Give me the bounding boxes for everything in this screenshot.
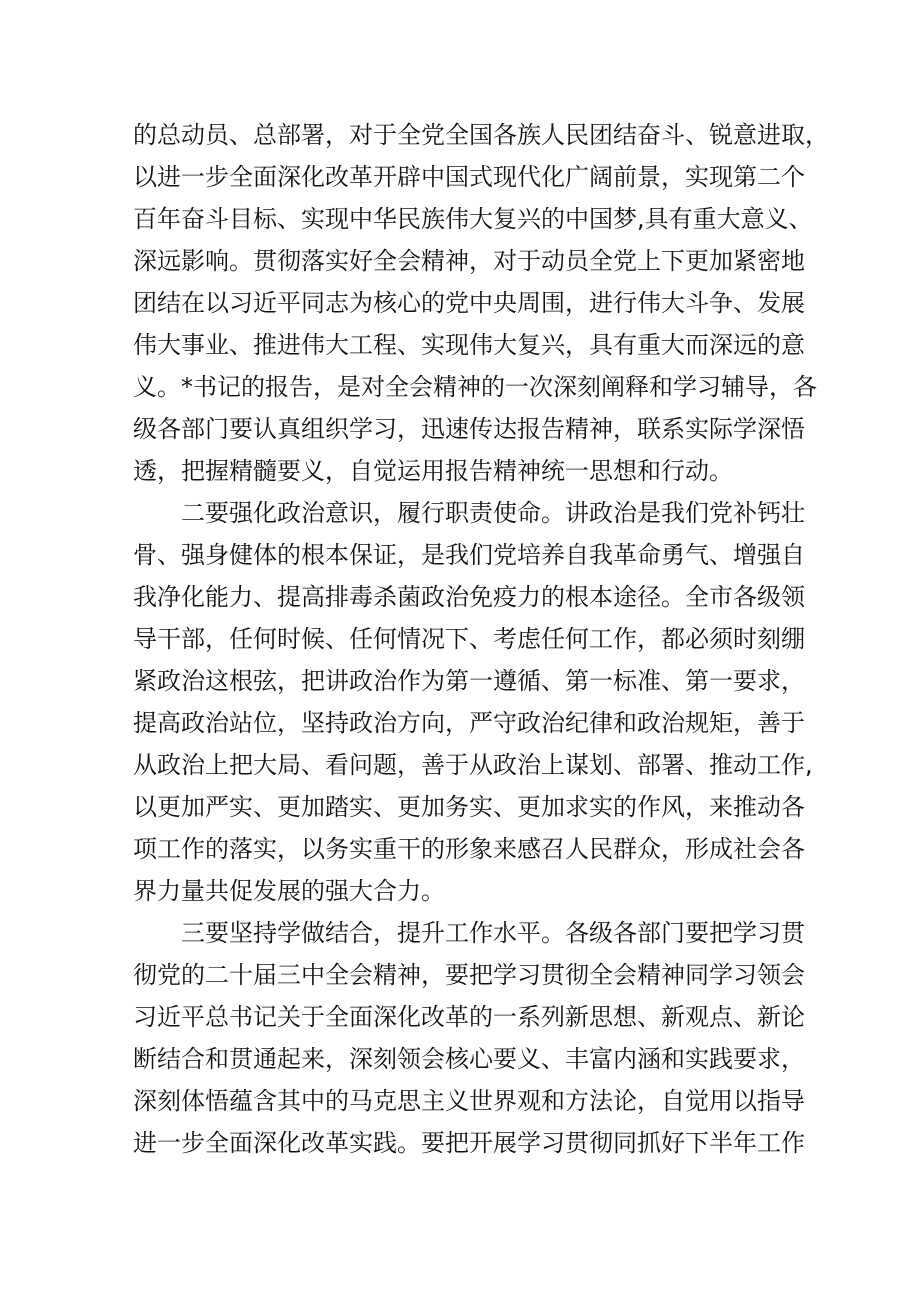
document-body xyxy=(133,114,829,1164)
text-line: 提高政治站位，坚持政治方向，严守政治纪律和政治规矩，善于 xyxy=(133,709,805,737)
text-line: 界力量共促发展的强大合力。 xyxy=(133,877,445,905)
text-line: 以进一步全面深化改革开辟中国式现代化广阔前景，实现第二个 xyxy=(133,163,805,191)
text-line: 项工作的落实，以务实重干的形象来感召人民群众，形成社会各 xyxy=(133,835,805,863)
text-line: 伟大事业、推进伟大工程、实现伟大复兴，具有重大而深远的意 xyxy=(133,331,805,359)
text-line: 习近平总书记关于全面深化改革的一系列新思想、新观点、新论 xyxy=(133,1003,805,1031)
text-line: 进一步全面深化改革实践。要把开展学习贯彻同抓好下半年工作 xyxy=(133,1129,805,1157)
text-line: 义。*书记的报告，是对全会精神的一次深刻阐释和学习辅导，各 xyxy=(133,373,817,401)
text-line: 我净化能力、提高排毒杀菌政治免疫力的根本途径。全市各级领 xyxy=(133,583,805,611)
text-line: 导干部，任何时候、任何情况下、考虑任何工作，都必须时刻绷 xyxy=(133,625,805,653)
text-line: 紧政治这根弦，把讲政治作为第一遵循、第一标准、第一要求， xyxy=(133,667,805,695)
text-line: 三要坚持学做结合，提升工作水平。各级各部门要把学习贯 xyxy=(181,919,805,947)
text-line: 二要强化政治意识，履行职责使命。讲政治是我们党补钙壮 xyxy=(181,499,805,527)
text-line: 透，把握精髓要义，自觉运用报告精神统一思想和行动。 xyxy=(133,457,733,485)
text-line: 级各部门要认真组织学习，迅速传达报告精神，联系实际学深悟 xyxy=(133,415,805,443)
paragraph xyxy=(133,492,813,912)
text-line: 骨、强身健体的根本保证，是我们党培养自我革命勇气、增强自 xyxy=(133,541,805,569)
text-line: 深远影响。贯彻落实好全会精神，对于动员全党上下更加紧密地 xyxy=(133,247,805,275)
text-line: 的总动员、总部署，对于全党全国各族人民团结奋斗、锐意进取， xyxy=(133,121,829,149)
text-line: 以更加严实、更加踏实、更加务实、更加求实的作风，来推动各 xyxy=(133,793,805,821)
text-line: 百年奋斗目标、实现中华民族伟大复兴的中国梦,具有重大意义、 xyxy=(133,205,813,233)
text-line: 深刻体悟蕴含其中的马克思主义世界观和方法论，自觉用以指导 xyxy=(133,1087,805,1115)
paragraph xyxy=(133,114,829,492)
text-line: 从政治上把大局、看问题，善于从政治上谋划、部署、推动工作, xyxy=(133,751,813,779)
text-line: 团结在以习近平同志为核心的党中央周围，进行伟大斗争、发展 xyxy=(133,289,805,317)
paragraph xyxy=(133,912,805,1164)
text-line: 断结合和贯通起来，深刻领会核心要义、丰富内涵和实践要求， xyxy=(133,1045,805,1073)
text-line: 彻党的二十届三中全会精神，要把学习贯彻全会精神同学习领会 xyxy=(133,961,805,989)
